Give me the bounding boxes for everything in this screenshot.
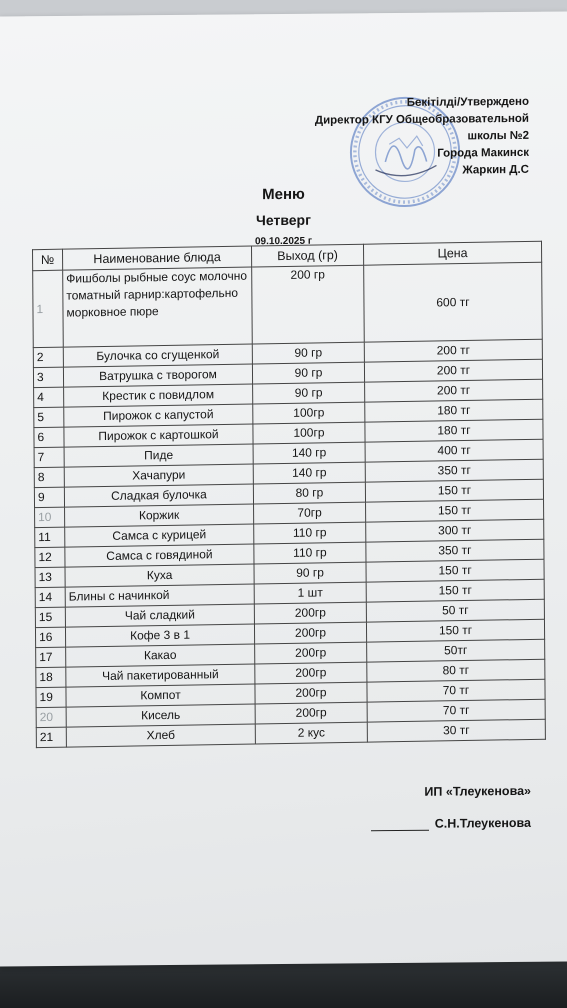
column-header-number: №: [33, 249, 63, 270]
price: 200 тг: [364, 339, 542, 362]
row-number: 1: [33, 270, 64, 347]
price: 300 тг: [366, 519, 544, 542]
dish-name: Чай пакетированный: [66, 664, 255, 687]
row-number: 12: [35, 547, 65, 567]
row-number: 13: [35, 567, 65, 587]
portion-size: 200гр: [255, 682, 367, 704]
row-number: 20: [36, 707, 66, 727]
dish-name: Крестик с повидлом: [64, 384, 253, 407]
dish-name: Хлеб: [66, 724, 255, 747]
approval-line: Бекітілді/Утверждено: [406, 95, 529, 109]
dish-name: Сладкая булочка: [64, 484, 253, 507]
price: 350 тг: [365, 459, 543, 482]
price: 150 тг: [366, 559, 544, 582]
dish-name: Какао: [66, 644, 255, 667]
approval-line: Жаркин Д.С: [462, 163, 529, 177]
approval-line: Города Макинск: [437, 146, 529, 160]
dish-name: Компот: [66, 684, 255, 707]
price: 600 тг: [364, 262, 543, 342]
dish-name: Коржик: [65, 504, 254, 527]
dish-name: Кисель: [66, 704, 255, 727]
portion-size: 200гр: [255, 662, 367, 684]
row-number: 19: [36, 687, 66, 707]
row-number: 15: [35, 607, 65, 627]
dish-name: Чай сладкий: [65, 604, 254, 627]
portion-size: 90 гр: [252, 362, 364, 384]
menu-day: Четверг: [256, 211, 311, 229]
portion-size: 2 кус: [255, 722, 367, 744]
menu-table: [32, 241, 546, 748]
row-number: 11: [35, 527, 65, 547]
dish-name: Куха: [65, 564, 254, 587]
price: 70 тг: [367, 699, 545, 722]
menu-sheet: [0, 12, 567, 967]
row-number: 7: [34, 447, 64, 467]
portion-size: 100гр: [253, 402, 365, 424]
portion-size: 80 гр: [253, 482, 365, 504]
approval-line: Директор КГУ Общеобразовательной: [314, 112, 529, 127]
portion-size: 90 гр: [253, 382, 365, 404]
dish-name: Булочка со сгущенкой: [63, 344, 252, 367]
price: 200 тг: [364, 359, 542, 382]
row-number: 21: [36, 727, 66, 747]
row-number: 8: [34, 467, 64, 487]
price: 150 тг: [366, 499, 544, 522]
dish-name: Пирожок с картошкой: [64, 424, 253, 447]
portion-size: 90 гр: [254, 562, 366, 584]
portion-size: 200гр: [254, 602, 366, 624]
portion-size: 140 гр: [253, 462, 365, 484]
signature-block: [371, 816, 531, 831]
row-number: 14: [35, 587, 65, 607]
portion-size: 200гр: [255, 642, 367, 664]
price: 50тг: [367, 639, 545, 662]
signature-line: [371, 818, 429, 832]
price: 50 тг: [366, 599, 544, 622]
column-header-portion: Выход (гр): [251, 244, 363, 267]
price: 150 тг: [365, 479, 543, 502]
dish-name: Ватрушка с творогом: [63, 364, 252, 387]
portion-size: 200гр: [255, 702, 367, 724]
column-header-dish: Наименование блюда: [63, 246, 252, 270]
price: 30 тг: [367, 719, 545, 742]
dish-name: Пирожок с капустой: [64, 404, 253, 427]
portion-size: 200гр: [254, 622, 366, 644]
row-number: 5: [34, 407, 64, 427]
price: 150 тг: [366, 619, 544, 642]
price: 80 тг: [367, 659, 545, 682]
dish-name: Пиде: [64, 444, 253, 467]
dish-name: Самса с курицей: [65, 524, 254, 547]
approval-line: школы №2: [467, 129, 529, 143]
row-number: 6: [34, 427, 64, 447]
column-header-price: Цена: [363, 241, 541, 265]
menu-title: Меню: [262, 185, 305, 204]
portion-size: 90 гр: [252, 342, 364, 364]
signer-name: С.Н.Тлеукенова: [434, 815, 531, 831]
row-number: 10: [35, 507, 65, 527]
dish-name: Фишболы рыбные соус молочно томатный гарнир:картофельно морковное пюре: [63, 267, 253, 347]
row-number: 18: [36, 667, 66, 687]
row-number: 17: [36, 647, 66, 667]
dish-name: Блины с начинкой: [65, 584, 254, 607]
row-number: 4: [34, 387, 64, 407]
approval-block: [269, 94, 529, 181]
portion-size: 1 шт: [254, 582, 366, 604]
company-name: ИП «Тлеукенова»: [424, 783, 531, 799]
dish-name: Кофе 3 в 1: [65, 624, 254, 647]
row-number: 16: [35, 627, 65, 647]
price: 150 тг: [366, 579, 544, 602]
menu-date: 09.10.2025 г: [255, 235, 312, 248]
price: 350 тг: [366, 539, 544, 562]
portion-size: 100гр: [253, 422, 365, 444]
portion-size: 110 гр: [254, 522, 366, 544]
dish-name: Самса с говядиной: [65, 544, 254, 567]
price: 70 тг: [367, 679, 545, 702]
row-number: 3: [33, 367, 63, 387]
price: 400 тг: [365, 439, 543, 462]
row-number: 2: [33, 347, 63, 367]
price: 180 тг: [365, 419, 543, 442]
portion-size: 140 гр: [253, 442, 365, 464]
row-number: 9: [34, 487, 64, 507]
price: 200 тг: [365, 379, 543, 402]
portion-size: 200 гр: [252, 265, 365, 344]
dish-name: Хачапури: [64, 464, 253, 487]
portion-size: 70гр: [254, 502, 366, 524]
table-row: [33, 262, 543, 347]
price: 180 тг: [365, 399, 543, 422]
portion-size: 110 гр: [254, 542, 366, 564]
